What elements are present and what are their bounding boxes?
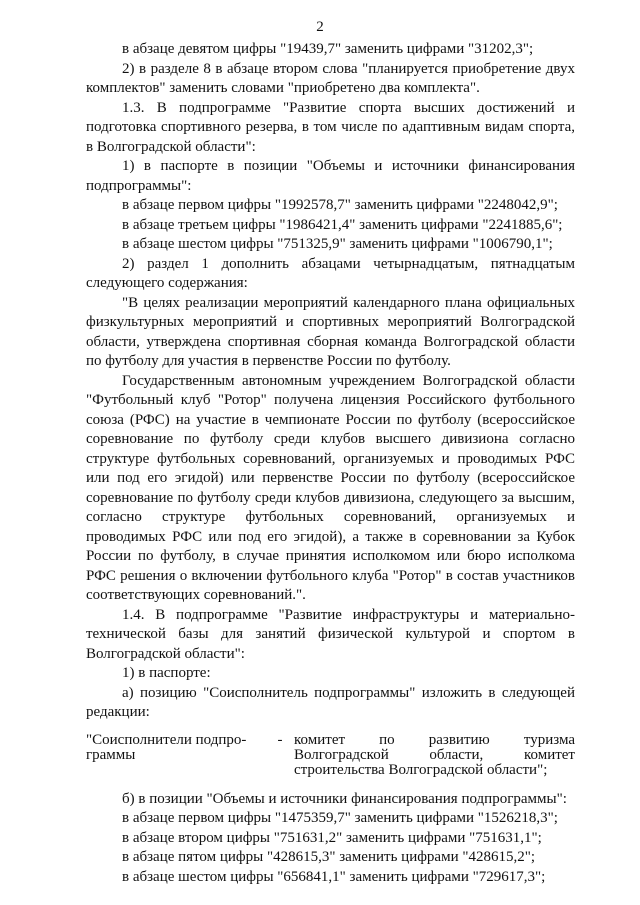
paragraph: 1.4. В подпрограмме "Развитие инфраструктуры и материально-технической базы для занятий физической культурой и спортом в Волгоградской области": [86, 606, 575, 662]
paragraph: в абзаце девятом цифры "19439,7" заменить цифрами "31202,3"; [122, 41, 534, 57]
paragraph: 1) в паспорте в позиции "Объемы и источники финансирования подпрограммы": [86, 158, 575, 194]
paragraph: в абзаце втором цифры "751631,2" заменить цифрами "751631,1"; [122, 829, 542, 846]
document-body [86, 40, 575, 887]
paragraph: в абзаце пятом цифры "428615,3" заменить цифрами "428615,2"; [122, 849, 536, 865]
paragraph: 1.3. В подпрограмме "Развитие спорта высших достижений и подготовка спортивного резерва, в том числе по адаптивным видам спорта, в Волгоградской области": [86, 99, 575, 155]
paragraph: б) в позиции "Объемы и источники финансирования подпрограммы": [122, 790, 567, 807]
coexecutor-table [86, 733, 575, 778]
paragraph: в абзаце первом цифры "1475359,7" заменить цифрами "1526218,3"; [122, 810, 558, 826]
paragraph: в абзаце шестом цифры "656841,1" заменить цифрами "729617,3"; [122, 868, 546, 885]
paragraph: а) позицию "Соисполнитель подпрограммы" изложить в следующей редакции: [86, 684, 575, 720]
table-left-cell: "Соисполнители подпро-граммы [86, 731, 247, 763]
paragraph: в абзаце шестом цифры "751325,9" заменить цифрами "1006790,1"; [122, 236, 553, 252]
paragraph: в абзаце третьем цифры "1986421,4" заменить цифрами "2241885,6"; [122, 216, 563, 233]
table-right-cell: комитет по развитию туризма Волгоградской области, комитет строительства Волгоградской области"; [294, 731, 575, 778]
page-number: 2 [316, 19, 324, 35]
paragraph: 2) раздел 1 дополнить абзацами четырнадцатым, пятнадцатым следующего содержания: [86, 255, 575, 291]
paragraph: в абзаце первом цифры "1992578,7" заменить цифрами "2248042,9"; [122, 197, 558, 213]
paragraph: 2) в разделе 8 в абзаце втором слова "планируется приобретение двух комплектов" заменить словами "приобретено два комплекта". [86, 60, 575, 96]
paragraph: Государственным автономным учреждением Волгоградской области "Футбольный клуб "Ротор" получена лицензия Российского футбольного союза (РФС) на участие в чемпионате России по футболу (всероссийское соревнование по футболу среди клубов высшего дивизиона согласно структуре футбольных соревнований, организуемых и проводимых РФС или под его эгидой) или первенстве России по футболу (всероссийское соревнование по футболу среди клубов дивизиона, следующего за высшим, согласно структуре футбольных соревнований, организуемых и проводимых РФС или под его эгидой), а также в соревновании за Кубок России по футболу, в случае принятия исполкомом или бюро исполкома РФС решения о включении футбольного клуба "Ротор" в состав участников соответствующих соревнований.". [86, 372, 575, 603]
table-dash: - [277, 731, 283, 748]
paragraph: "В целях реализации мероприятий календарного плана официальных физкультурных мероприятий и спортивных мероприятий Волгоградской области, утверждена спортивная сборная команда Волгоградской области по футболу для участия в первенстве России по футболу. [86, 294, 575, 369]
paragraph: 1) в паспорте: [122, 665, 211, 681]
